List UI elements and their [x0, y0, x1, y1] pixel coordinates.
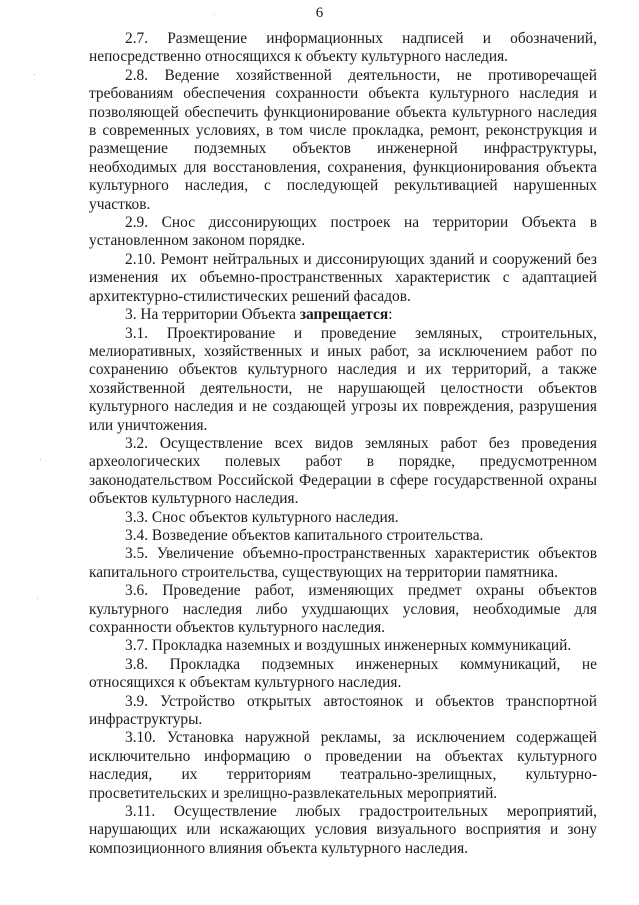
clause-3-1: 3.1. Проектирование и проведение земляных, строительных, мелиоративных, хозяйственных и иных работ, за исключением работ по сохранению объектов культурного наследия и их территорий, а также хозяйственной деятельности, не нарушающей целостности объектов культурного наследия и не создающей угрозы их повреждения, разрушения или уничтожения. [89, 324, 597, 434]
clause-3-6: 3.6. Проведение работ, изменяющих предмет охраны объектов культурного наследия либо ухудшающих условия, необходимые для сохранности объектов культурного наследия. [89, 582, 597, 636]
clause-2-8: 2.8. Ведение хозяйственной деятельности, не противоречащей требованиям обеспечения сохранности объекта культурного наследия и позволяющей обеспечить функционирование объекта культурного наследия в современных условиях, в том числе прокладка, ремонт, реконструкция и размещение подземных объектов инженерной инфраструктуры, необходимых для восстановления, сохранения, функционирования объекта культурного наследия, с последующей рекультивацией нарушенных участков. [89, 66, 597, 213]
clause-3-2: 3.2. Осуществление всех видов земляных работ без проведения археологических полевых работ в порядке, предусмотренном законодательством Российской Федерации в сфере государственной охраны объектов культурного наследия. [89, 434, 597, 508]
clause-3-10: 3.10. Установка наружной рекламы, за исключением содержащей исключительно информацию о проведении на объектах культурного наследия, их территориям театрально-зрелищных, культурно-просветительских и зрелищно-развлекательных мероприятий. [89, 729, 597, 802]
scan-speck [34, 74, 35, 75]
scan-speck [214, 14, 215, 15]
scan-speck [40, 459, 41, 460]
clause-3-4: 3.4. Возведение объектов капитального строительства. [125, 526, 484, 544]
scan-speck [37, 598, 38, 599]
clause-3-9: 3.9. Устройство открытых автостоянок и объектов транспортной инфраструктуры. [89, 692, 597, 729]
clause-3-7: 3.7. Прокладка наземных и воздушных инженерных коммуникаций. [125, 637, 572, 655]
clause-3-8: 3.8. Прокладка подземных инженерных коммуникаций, не относящихся к объектам культурного наследия. [89, 655, 597, 692]
clause-3-heading-suffix: : [388, 306, 393, 324]
clause-3-3: 3.3. Снос объектов культурного наследия. [125, 508, 399, 526]
clause-2-9: 2.9. Снос диссонирующих построек на территории Объекта в установленном законом порядке. [89, 214, 597, 250]
clause-3-heading [89, 306, 597, 324]
clause-3-5: 3.5. Увеличение объемно-пространственных характеристик объектов капитального строительства, существующих на территории памятника. [89, 545, 597, 581]
clause-3-heading-emphasis: запрещается [299, 306, 389, 324]
clause-2-7: 2.7. Размещение информационных надписей и обозначений, непосредственно относящихся к объекту культурного наследия. [89, 30, 597, 66]
clause-2-10: 2.10. Ремонт нейтральных и диссонирующих зданий и сооружений без изменения их объемно-пространственных характеристик с адаптацией архитектурно-стилистических решений фасадов. [89, 250, 597, 305]
clause-3-heading-prefix: 3. На территории Объекта [125, 306, 300, 324]
clause-3-11: 3.11. Осуществление любых градостроительных мероприятий, нарушающих или искажающих условия визуального восприятия и зону композиционного влияния объекта культурного наследия. [89, 803, 597, 857]
document-body [89, 30, 597, 858]
page-number: 6 [315, 5, 324, 21]
